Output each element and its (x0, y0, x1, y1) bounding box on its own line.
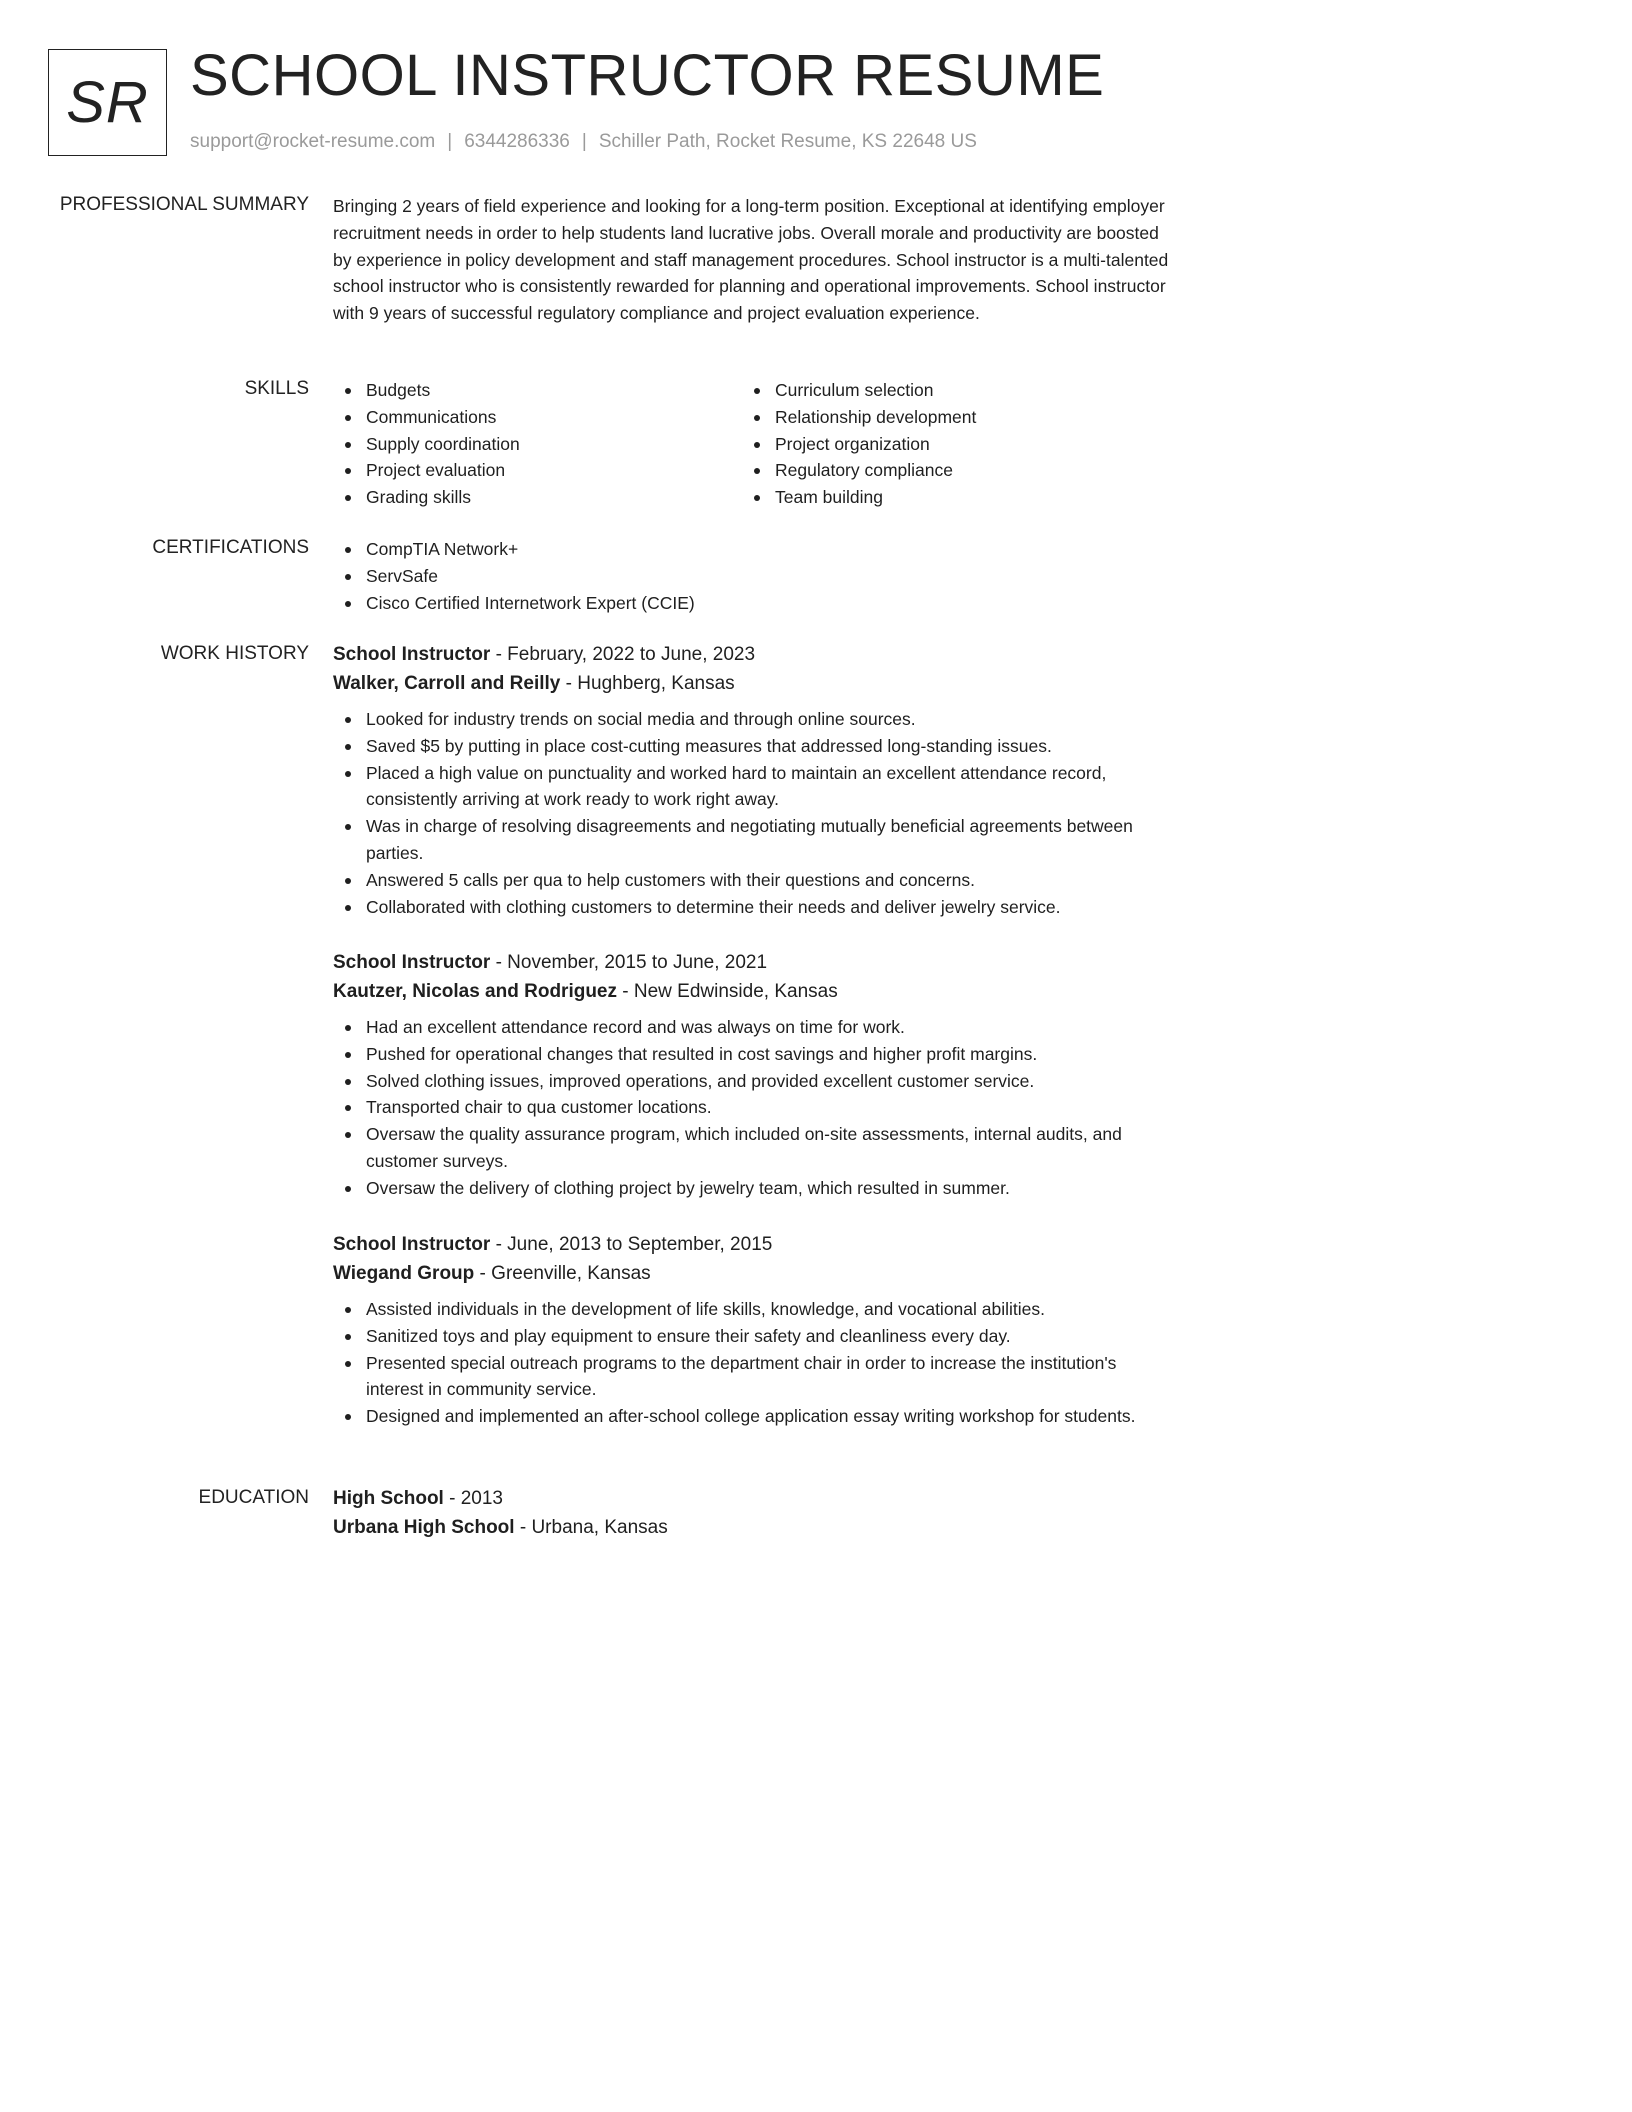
section-label-skills: SKILLS (244, 378, 309, 399)
contact-line (190, 131, 977, 153)
skill-item: Team building (742, 484, 1151, 511)
job-entry (333, 1230, 1173, 1430)
education-location: - Urbana, Kansas (514, 1517, 668, 1538)
certifications-list (333, 536, 1173, 616)
job-bullet: Saved $5 by putting in place cost-cutting measures that addressed long-standing issues. (333, 733, 1173, 760)
job-title-line (333, 640, 1173, 669)
monogram-logo: SR (48, 49, 167, 156)
job-bullet: Looked for industry trends on social media and through online sources. (333, 706, 1173, 733)
education-school-line (333, 1513, 1173, 1542)
skill-item: Project organization (742, 431, 1151, 458)
certification-item: Cisco Certified Internetwork Expert (CCIE) (333, 590, 1173, 617)
job-bullets (333, 706, 1173, 920)
skill-item: Regulatory compliance (742, 457, 1151, 484)
job-bullet: Designed and implemented an after-school college application essay writing workshop for students. (333, 1403, 1173, 1430)
job-bullet: Pushed for operational changes that resulted in cost savings and higher profit margins. (333, 1041, 1173, 1068)
contact-email: support@rocket-resume.com (190, 131, 436, 152)
job-bullet: Oversaw the delivery of clothing project by jewelry team, which resulted in summer. (333, 1175, 1173, 1202)
job-bullet: Answered 5 calls per qua to help customers with their questions and concerns. (333, 867, 1173, 894)
job-company-line (333, 977, 1173, 1006)
job-title: School Instructor (333, 952, 491, 973)
skill-item: Project evaluation (333, 457, 742, 484)
job-bullet: Collaborated with clothing customers to determine their needs and deliver jewelry service. (333, 894, 1173, 921)
job-dates: - June, 2013 to September, 2015 (490, 1234, 773, 1255)
skill-item: Supply coordination (333, 431, 742, 458)
job-dates: - February, 2022 to June, 2023 (490, 644, 756, 665)
education-degree-line (333, 1484, 1173, 1513)
certification-item: CompTIA Network+ (333, 536, 1173, 563)
job-bullet: Sanitized toys and play equipment to ensure their safety and cleanliness every day. (333, 1323, 1173, 1350)
contact-separator: | (447, 131, 453, 152)
job-title: School Instructor (333, 644, 491, 665)
section-label-education: EDUCATION (198, 1487, 309, 1508)
education-entry (333, 1484, 1173, 1542)
contact-phone: 6344286336 (464, 131, 570, 152)
skills-list (333, 377, 1173, 511)
job-bullet: Oversaw the quality assurance program, which included on-site assessments, internal audits, and customer surveys. (333, 1121, 1173, 1175)
job-bullet: Had an excellent attendance record and was always on time for work. (333, 1014, 1173, 1041)
job-location: - Hughberg, Kansas (560, 673, 735, 694)
job-company-line (333, 1259, 1173, 1288)
skills-column-left (333, 377, 742, 511)
contact-separator: | (581, 131, 587, 152)
job-entry (333, 640, 1173, 920)
job-title-line (333, 1230, 1173, 1259)
job-company: Kautzer, Nicolas and Rodriguez (333, 981, 617, 1002)
skill-item: Communications (333, 404, 742, 431)
section-label-summary: PROFESSIONAL SUMMARY (59, 194, 309, 215)
skill-item: Relationship development (742, 404, 1151, 431)
certification-item: ServSafe (333, 563, 1173, 590)
education-degree: High School (333, 1488, 444, 1509)
job-bullet: Presented special outreach programs to the department chair in order to increase the institution's interest in community service. (333, 1350, 1173, 1404)
job-bullet: Placed a high value on punctuality and worked hard to maintain an excellent attendance record, consistently arriving at work ready to work right away. (333, 760, 1173, 814)
job-bullets (333, 1296, 1173, 1430)
job-bullet: Solved clothing issues, improved operations, and provided excellent customer service. (333, 1068, 1173, 1095)
skill-item: Grading skills (333, 484, 742, 511)
skill-item: Curriculum selection (742, 377, 1151, 404)
education-school: Urbana High School (333, 1517, 515, 1538)
section-label-work-history: WORK HISTORY (160, 643, 309, 664)
job-company-line (333, 669, 1173, 698)
job-title-line (333, 948, 1173, 977)
section-label-certifications: CERTIFICATIONS (152, 537, 309, 558)
skills-column-right (742, 377, 1151, 511)
job-title: School Instructor (333, 1234, 491, 1255)
job-entry (333, 948, 1173, 1202)
job-company: Wiegand Group (333, 1263, 475, 1284)
job-company: Walker, Carroll and Reilly (333, 673, 561, 694)
job-bullet: Was in charge of resolving disagreements and negotiating mutually beneficial agreements between parties. (333, 813, 1173, 867)
education-year: - 2013 (443, 1488, 503, 1509)
job-location: - Greenville, Kansas (474, 1263, 651, 1284)
contact-address: Schiller Path, Rocket Resume, KS 22648 US (598, 131, 977, 152)
skill-item: Budgets (333, 377, 742, 404)
job-bullet: Transported chair to qua customer locations. (333, 1094, 1173, 1121)
job-bullet: Assisted individuals in the development of life skills, knowledge, and vocational abilities. (333, 1296, 1173, 1323)
job-location: - New Edwinside, Kansas (617, 981, 838, 1002)
resume-title: SCHOOL INSTRUCTOR RESUME (190, 43, 1105, 108)
job-dates: - November, 2015 to June, 2021 (490, 952, 768, 973)
job-bullets (333, 1014, 1173, 1202)
summary-text: Bringing 2 years of field experience and looking for a long-term position. Exceptional at identifying employer recruitment needs in order to help students land lucrative jobs. Overall morale and productivity are boosted by experience in policy development and staff management procedures. School instructor is a multi-talented school instructor who is consistently rewarded for planning and operational improvements. School instructor with 9 years of successful regulatory compliance and project evaluation experience. (333, 196, 1169, 324)
